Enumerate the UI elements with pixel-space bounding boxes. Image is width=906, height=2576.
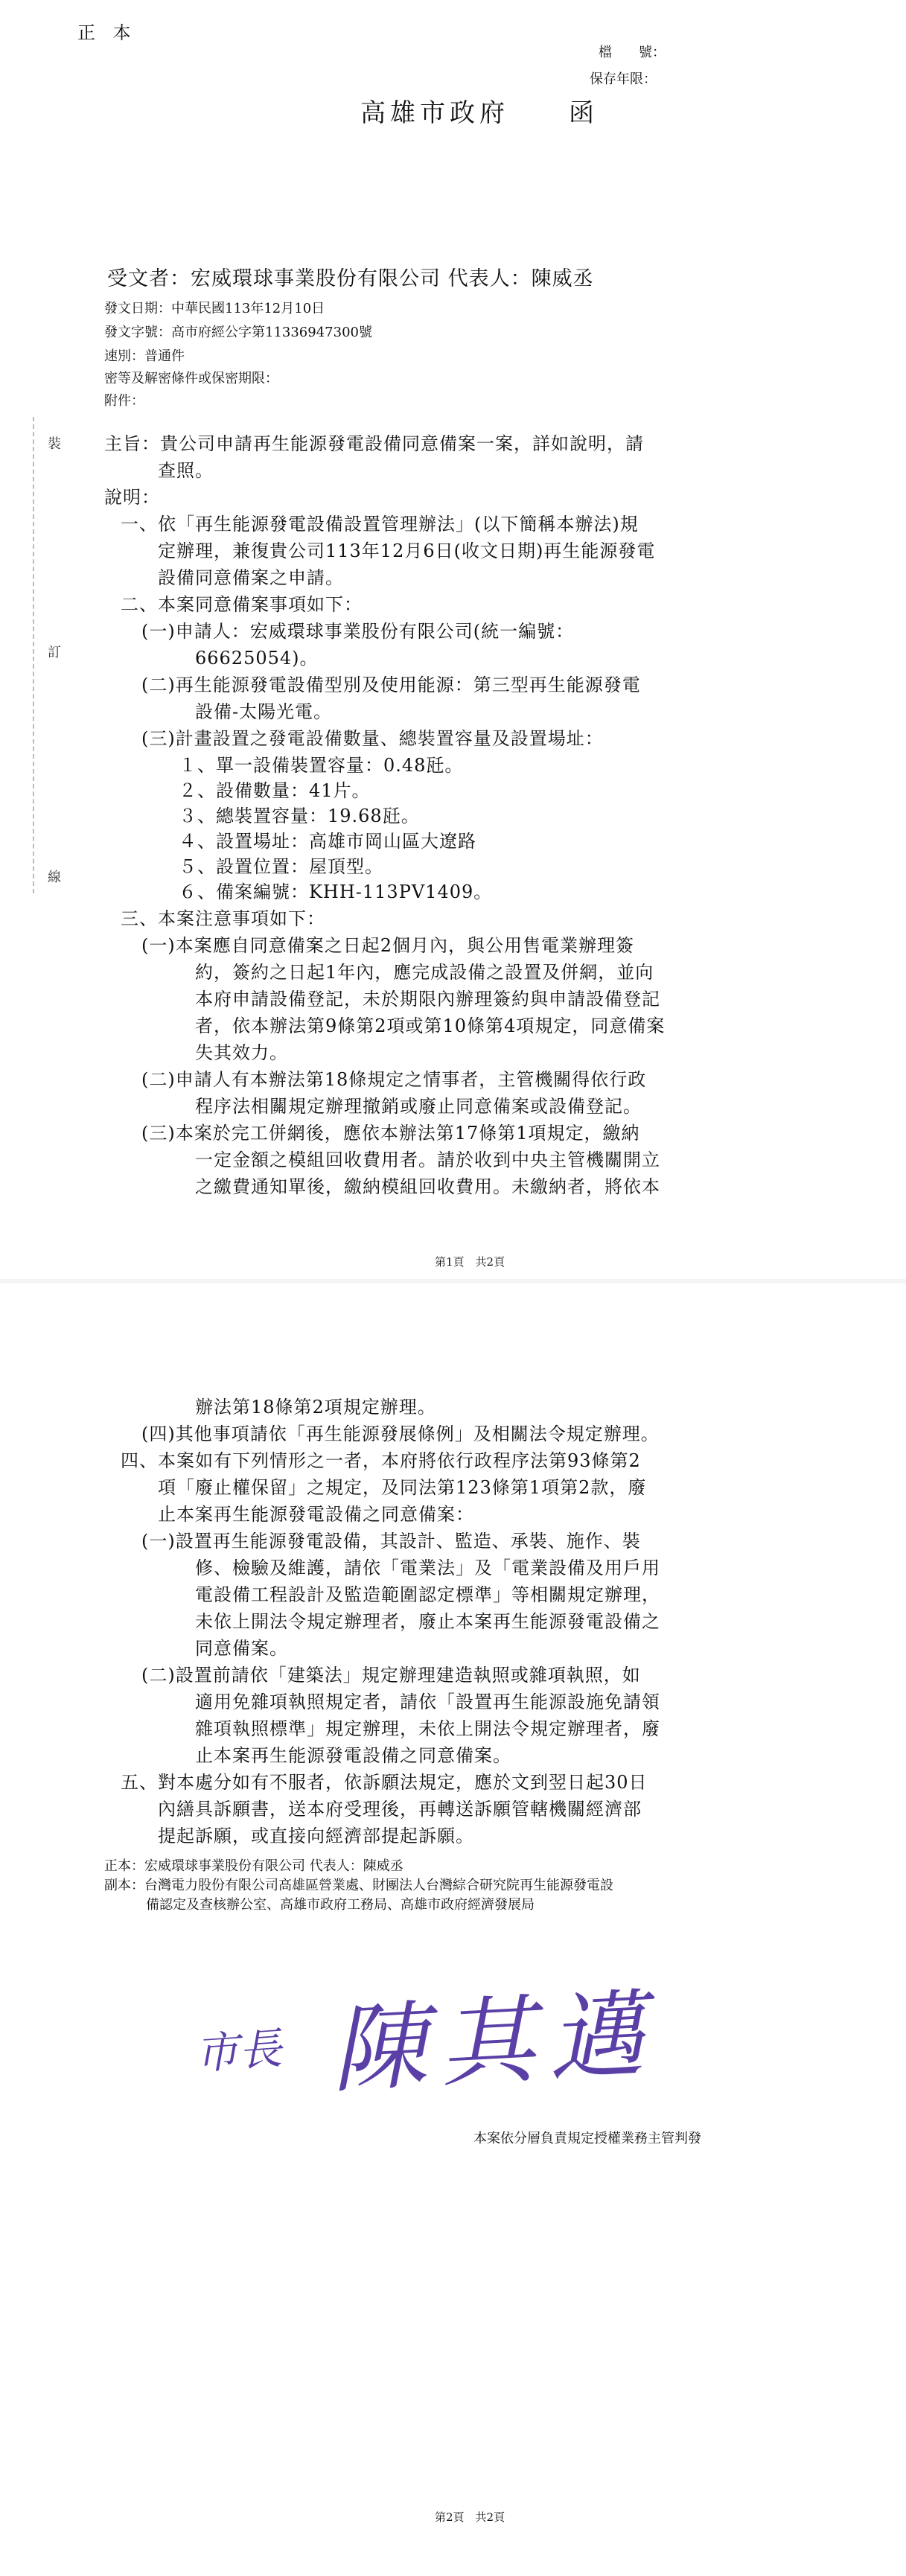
- subject-line: 查照。: [158, 460, 214, 481]
- body-line: 四、本案如有下列情形之一者，本府將依行政程序法第93條第2: [121, 1450, 641, 1471]
- binding-line: [33, 417, 34, 893]
- body-line: ３、總裝置容量：19.68瓩。: [179, 806, 420, 826]
- body-line: (二)設置前請依「建築法」規定辦理建造執照或雜項執照，如: [141, 1665, 641, 1686]
- signature-title-seal: 市長: [194, 2023, 284, 2079]
- retention-label: 保存年限：: [590, 71, 657, 87]
- subject-line: 主旨：貴公司申請再生能源發電設備同意備案一案，詳如說明，請: [104, 433, 644, 454]
- body-line: 程序法相關規定辦理撤銷或廢止同意備案或設備登記。: [195, 1096, 642, 1117]
- body-line: 內繕具訴願書，送本府受理後，再轉送訴願管轄機關經濟部: [158, 1799, 642, 1820]
- copy-type: 正 本: [77, 22, 137, 43]
- page-number: 第1頁 共2頁: [435, 1255, 505, 1269]
- body-line: ２、設備數量：41片。: [179, 780, 371, 801]
- body-line: (四)其他事項請依「再生能源發展條例」及相關法令規定辦理。: [141, 1424, 660, 1444]
- body-line: 電設備工程設計及監造範圍認定標準」等相關規定辦理，: [195, 1584, 660, 1605]
- body-line: 之繳費通知單後，繳納模組回收費用。未繳納者，將依本: [195, 1176, 660, 1197]
- meta-date: 發文日期：中華民國113年12月10日: [104, 301, 325, 316]
- body-line: 66625054)。: [195, 648, 319, 669]
- body-line: 修、檢驗及維護，請依「電業法」及「電業設備及用戶用: [195, 1558, 660, 1578]
- margin-mark-ding: 訂: [48, 645, 61, 660]
- body-line: (一)設置再生能源發電設備，其設計、監造、承裝、施作、裝: [141, 1531, 641, 1552]
- document-title: 高雄市政府 函: [360, 98, 599, 128]
- copy-recipients: 備認定及查核辦公室、高雄市政府工務局、高雄市政府經濟發展局: [146, 1897, 535, 1913]
- body-line: 一定金額之模組回收費用者。請於收到中央主管機關開立: [195, 1150, 660, 1170]
- body-line: (二)申請人有本辦法第18條規定之情事者，主管機關得依行政: [141, 1069, 647, 1090]
- delegation-note: 本案依分層負責規定授權業務主管判發: [473, 2131, 701, 2146]
- mayor-signature: 陳其邁: [328, 1978, 660, 2107]
- recipient: 受文者：宏威環球事業股份有限公司 代表人：陳威丞: [107, 267, 594, 290]
- meta-classification: 密等及解密條件或保密期限：: [104, 371, 278, 386]
- body-line: (一)本案應自同意備案之日起2個月內，與公用售電業辦理簽: [141, 935, 634, 956]
- body-line: 一、依「再生能源發電設備設置管理辦法」(以下簡稱本辦法)規: [121, 514, 639, 535]
- explanation-heading: 說明：: [104, 487, 160, 508]
- meta-speed: 速別：普通件: [104, 348, 185, 364]
- body-line: (二)再生能源發電設備型別及使用能源：第三型再生能源發電: [141, 675, 641, 695]
- body-line: 同意備案。: [195, 1638, 288, 1659]
- copy-recipients: 副本：台灣電力股份有限公司高雄區營業處、財團法人台灣綜合研究院再生能源發電設: [104, 1878, 613, 1893]
- body-line: 失其效力。: [195, 1042, 288, 1063]
- file-number-label: 檔 號：: [599, 45, 666, 60]
- body-line: 二、本案同意備案事項如下：: [121, 594, 363, 615]
- body-line: 本府申請設備登記，未於期限內辦理簽約與申請設備登記: [195, 989, 660, 1010]
- body-line: (三)本案於完工併網後，應依本辦法第17條第1項規定，繳納: [141, 1123, 640, 1144]
- body-line: 者，依本辦法第9條第2項或第10條第4項規定，同意備案: [195, 1016, 666, 1036]
- body-line: (三)計畫設置之發電設備數量、總裝置容量及設置場址：: [141, 728, 604, 749]
- body-line: 止本案再生能源發電設備之同意備案：: [158, 1504, 474, 1525]
- body-line: 約，簽約之日起1年內，應完成設備之設置及併網，並向: [195, 962, 654, 983]
- meta-doc-number: 發文字號：高市府經公字第11336947300號: [104, 325, 372, 340]
- body-line: 止本案再生能源發電設備之同意備案。: [195, 1745, 511, 1766]
- body-line: 適用免雜項執照規定者，請依「設置再生能源設施免請領: [195, 1692, 660, 1712]
- margin-mark-xian: 線: [48, 870, 61, 885]
- body-line: 項「廢止權保留」之規定，及同法第123條第1項第2款，廢: [158, 1477, 647, 1498]
- body-line: １、單一設備裝置容量：0.48瓩。: [179, 755, 464, 776]
- body-line: 設備同意備案之申請。: [158, 567, 344, 588]
- body-line: 定辦理，兼復貴公司113年12月6日(收文日期)再生能源發電: [158, 541, 656, 561]
- body-line: 辦法第18條第2項規定辦理。: [195, 1397, 436, 1418]
- original-recipient: 正本：宏威環球事業股份有限公司 代表人：陳威丞: [104, 1858, 403, 1874]
- body-line: ４、設置場址：高雄市岡山區大遼路: [179, 831, 476, 852]
- body-line: ６、備案編號：KHH-113PV1409。: [179, 881, 493, 902]
- body-line: 提起訴願，或直接向經濟部提起訴願。: [158, 1826, 474, 1846]
- page-separator: [0, 1279, 906, 1284]
- meta-attachment: 附件：: [104, 393, 144, 409]
- body-line: ５、設置位置：屋頂型。: [179, 856, 383, 877]
- body-line: 設備-太陽光電。: [195, 701, 333, 722]
- body-line: 雜項執照標準」規定辦理，未依上開法令規定辦理者，廢: [195, 1718, 660, 1739]
- body-line: 未依上開法令規定辦理者，廢止本案再生能源發電設備之: [195, 1611, 660, 1632]
- body-line: 三、本案注意事項如下：: [121, 908, 325, 929]
- margin-mark-zhuang: 裝: [48, 436, 61, 452]
- body-line: 五、對本處分如有不服者，依訴願法規定，應於文到翌日起30日: [121, 1772, 648, 1793]
- body-line: (一)申請人：宏威環球事業股份有限公司(統一編號：: [141, 621, 575, 642]
- page-number: 第2頁 共2頁: [435, 2510, 505, 2524]
